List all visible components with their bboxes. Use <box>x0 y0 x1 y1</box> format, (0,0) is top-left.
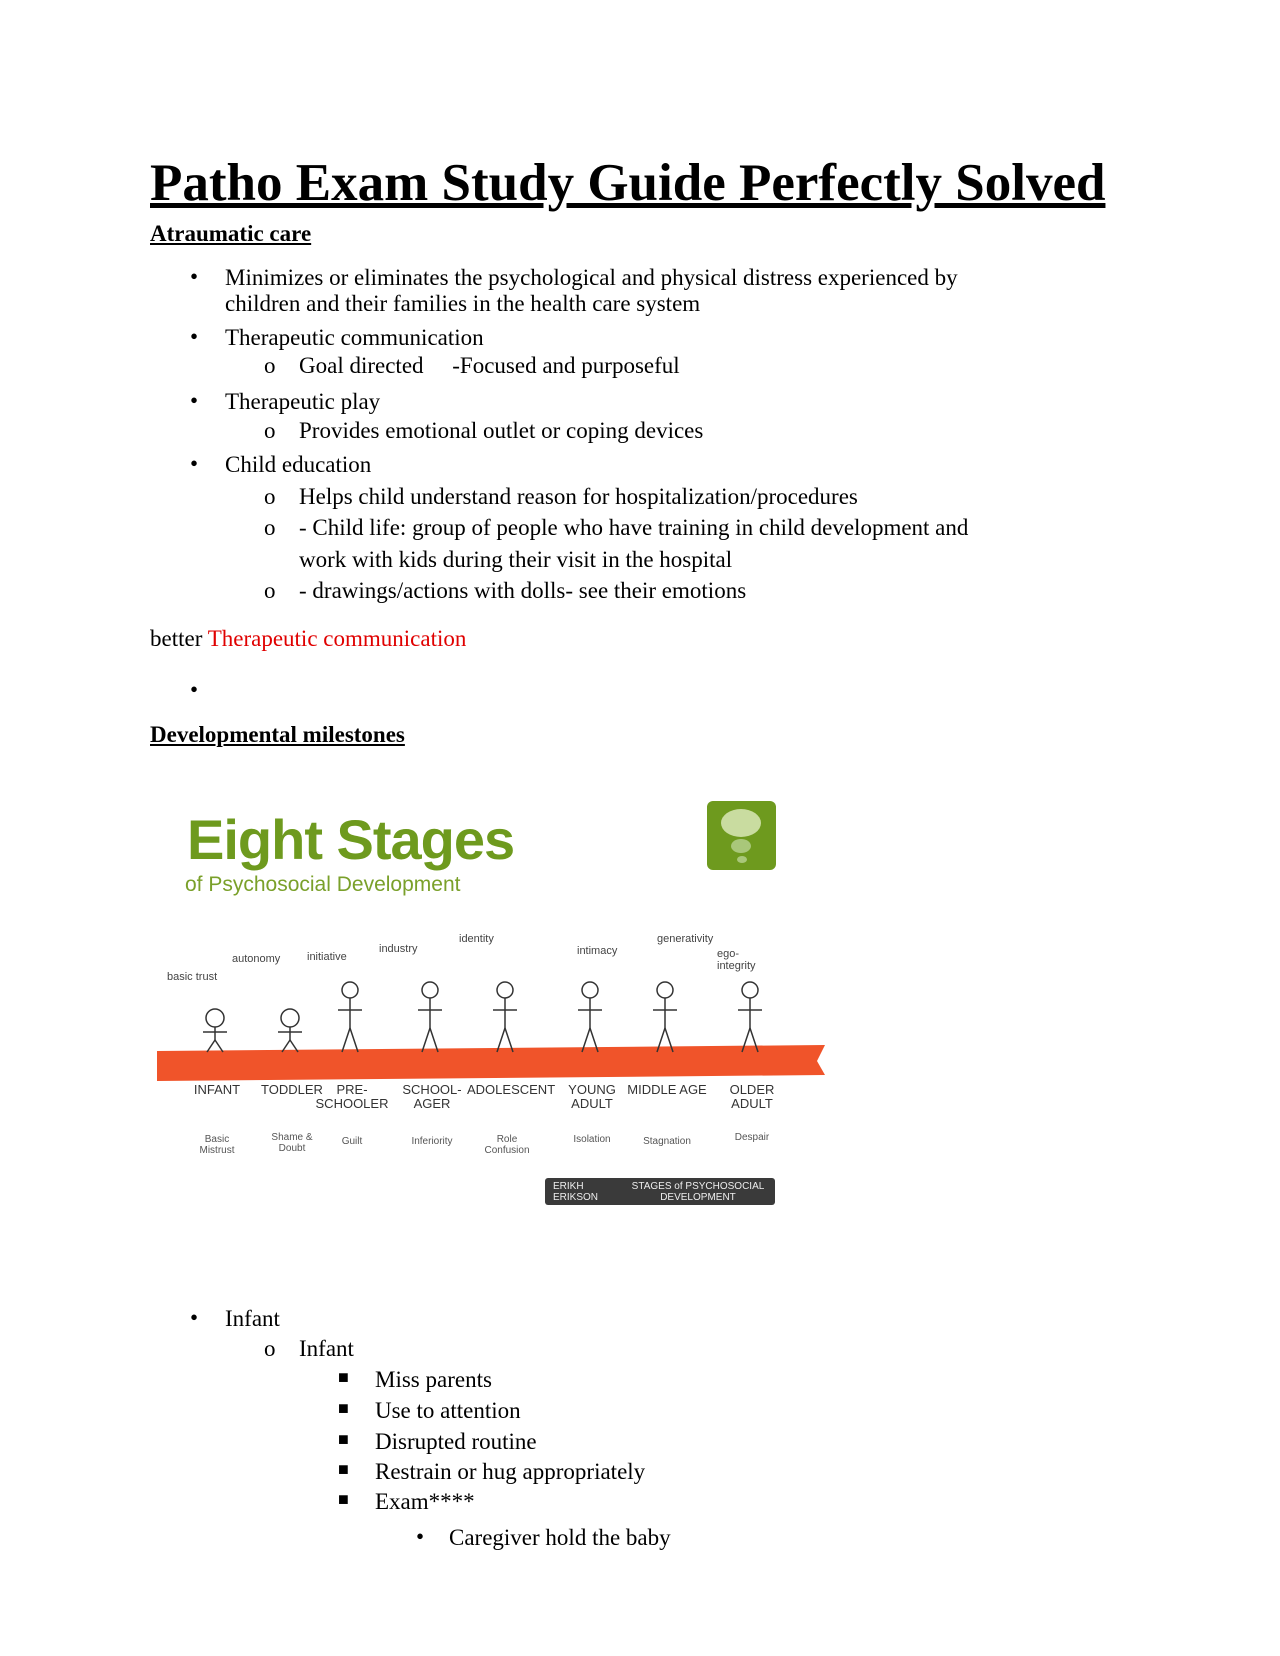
figure-subtitle: of Psychosocial Development <box>185 873 461 896</box>
list-item: Restrain or hug appropriately <box>375 1459 646 1484</box>
stage-label: SCHOOL-AGER <box>402 1082 462 1111</box>
stage-figure-icon <box>730 978 770 1058</box>
virtue-label: generativity <box>657 933 714 945</box>
stage-figure-icon <box>570 978 610 1058</box>
document-title: Patho Exam Study Guide Perfectly Solved <box>150 154 1106 212</box>
bullet-icon: • <box>190 388 199 413</box>
list-item: Child education <box>225 452 372 477</box>
list-item-cont: work with kids during their visit in the hospital <box>299 547 733 572</box>
bullet-icon: • <box>190 1305 199 1330</box>
better-line <box>150 627 466 650</box>
empty-bullet-icon: • <box>190 677 199 702</box>
virtue-label: autonomy <box>232 953 281 965</box>
list-item: Exam**** <box>375 1489 475 1514</box>
circle-bullet-icon: o <box>264 418 276 443</box>
list-item: - drawings/actions with dolls- see their emotions <box>299 578 747 603</box>
stage-figure-icon <box>195 978 235 1058</box>
badge-left: ERIKH ERIKSON <box>553 1181 599 1203</box>
bullet-icon: • <box>190 324 199 349</box>
list-item: Therapeutic play <box>225 389 381 414</box>
virtue-label: ego-integrity <box>717 948 756 972</box>
crisis-label: Inferiority <box>411 1136 453 1147</box>
circle-bullet-icon: o <box>264 1336 276 1361</box>
section-heading-atraumatic-care: Atraumatic care <box>150 221 312 246</box>
bullet-icon: • <box>190 451 199 476</box>
circle-bullet-icon: o <box>264 484 276 509</box>
circle-bullet-icon: o <box>264 578 276 603</box>
list-item: Use to attention <box>375 1398 521 1423</box>
better-prefix: better <box>150 626 203 651</box>
virtue-label: intimacy <box>577 945 618 957</box>
stage-label: YOUNG ADULT <box>568 1082 616 1111</box>
square-bullet-icon: ■ <box>338 1489 349 1509</box>
list-item: Caregiver hold the baby <box>449 1525 671 1550</box>
stage-figure-icon <box>645 978 685 1058</box>
list-item-cont: children and their families in the health care system <box>225 291 701 316</box>
crisis-label: Isolation <box>573 1134 611 1145</box>
circle-bullet-icon: o <box>264 515 276 540</box>
stage-figure-icon <box>485 978 525 1058</box>
list-item: Therapeutic communication <box>225 325 484 350</box>
stage-figure-icon <box>330 978 370 1058</box>
list-item: Infant <box>225 1306 280 1331</box>
bullet-icon: • <box>416 1524 425 1549</box>
figure-title: Eight Stages <box>187 808 515 871</box>
circle-bullet-icon: o <box>264 353 276 378</box>
virtue-label: identity <box>459 933 494 945</box>
erikson-badge <box>545 1178 775 1205</box>
stage-label: INFANT <box>193 1082 241 1097</box>
crisis-label: Stagnation <box>643 1136 691 1147</box>
stage-label: ADOLESCENT <box>467 1082 556 1097</box>
square-bullet-icon: ■ <box>338 1429 349 1449</box>
virtue-label: industry <box>379 943 418 955</box>
list-item: Minimizes or eliminates the psychological and physical distress experienced by <box>225 265 958 290</box>
square-bullet-icon: ■ <box>338 1459 349 1479</box>
stage-label: TODDLER <box>261 1082 323 1097</box>
virtue-label: basic trust <box>167 971 218 983</box>
stage-figure-icon <box>410 978 450 1058</box>
stage-label: PRE-SCHOOLER <box>315 1082 389 1111</box>
virtue-label: initiative <box>307 951 347 963</box>
list-item: Disrupted routine <box>375 1429 537 1454</box>
crisis-label: Shame & Doubt <box>271 1132 313 1154</box>
list-item: Helps child understand reason for hospitalization/procedures <box>299 484 858 509</box>
section-heading-developmental-milestones: Developmental milestones <box>150 722 405 747</box>
list-item: Infant <box>299 1336 354 1361</box>
list-item: Goal directed -Focused and purposeful <box>299 353 680 378</box>
bullet-icon: • <box>190 264 199 289</box>
stage-label: MIDDLE AGE <box>627 1082 707 1097</box>
crisis-label: Role Confusion <box>484 1134 530 1156</box>
crisis-label: Basic Mistrust <box>199 1134 235 1156</box>
stage-figure-icon <box>270 978 310 1058</box>
crisis-label: Guilt <box>341 1136 363 1147</box>
eight-stages-image <box>157 793 837 1208</box>
list-item: - Child life: group of people who have training in child development and <box>299 515 969 540</box>
square-bullet-icon: ■ <box>338 1367 349 1387</box>
badge-right: STAGES of PSYCHOSOCIAL DEVELOPMENT <box>631 1181 765 1203</box>
crisis-label: Despair <box>734 1132 770 1143</box>
square-bullet-icon: ■ <box>338 1398 349 1418</box>
stage-label: OLDER ADULT <box>729 1082 775 1111</box>
list-item: Miss parents <box>375 1367 492 1392</box>
therapeutic-communication-link[interactable]: Therapeutic communication <box>207 626 467 651</box>
list-item: Provides emotional outlet or coping devices <box>299 418 704 443</box>
